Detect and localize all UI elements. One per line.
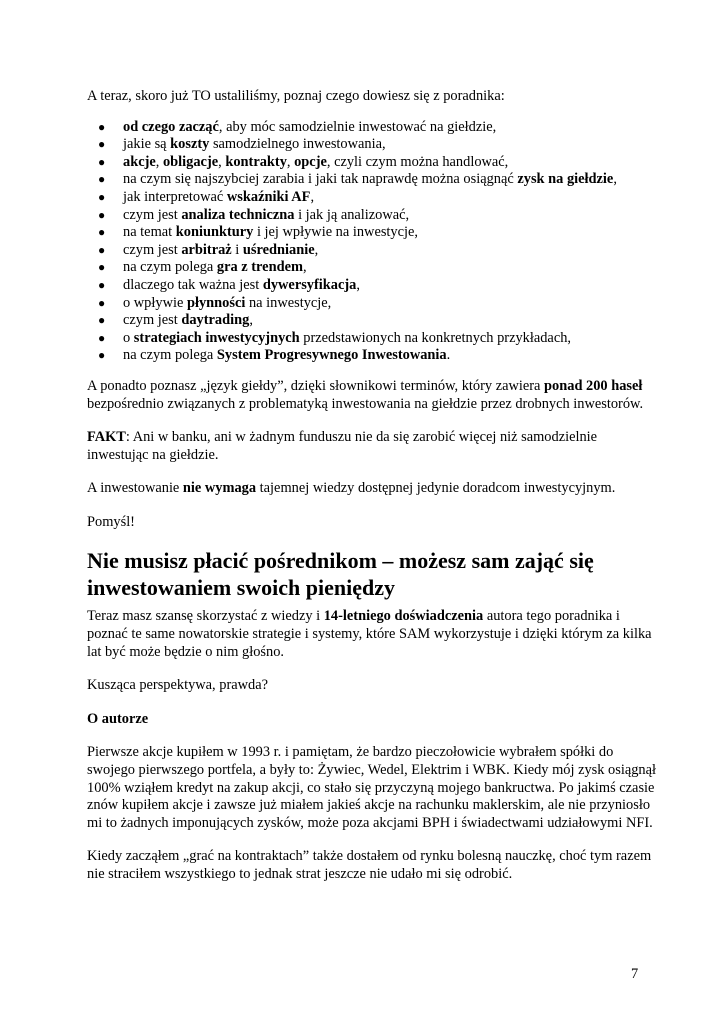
paragraph <box>87 848 657 883</box>
text-run: o <box>123 329 134 346</box>
bold-text: daytrading <box>181 312 250 329</box>
list-item <box>87 277 657 295</box>
text-run: , <box>155 153 163 170</box>
bullet-icon: ● <box>98 295 106 310</box>
about-author-heading: O autorze <box>87 710 149 727</box>
offer-section <box>87 608 657 694</box>
paragraph <box>87 744 657 832</box>
bold-text: gra z trendem <box>216 259 303 276</box>
text-run: samodzielnego inwestowania, <box>209 136 386 153</box>
text-run: tajemnej wiedzy dostępnej jedynie doradcom inwestycyjnym. <box>256 480 616 497</box>
text-run: czym jest <box>123 206 182 223</box>
paragraph <box>87 378 657 413</box>
bold-text: obligacje <box>162 153 219 170</box>
text-run: i jak ją analizować, <box>294 206 410 223</box>
bullet-icon: ● <box>98 119 106 134</box>
paragraph <box>87 608 657 661</box>
text-run: Pierwsze akcje kupiłem w 1993 r. i pamiętam, że bardzo pieczołowicie wybrałem spółki do swojego pierwszego portfela, a były to: Żywiec, Wedel, Elektrim i WBK. Kiedy mój zysk osiągnął 100% wziąłem kredyt na zakup akcji, co stało się przyczyną mojego bankructwa. Po jakimś czasie znów kupiłem akcje i zawsze już miałem jakieś akcje na rachunku maklerskim, ale nie przyniosło mi to żadnych imponujących zysków, może poza akcjami BPH i świadectwami udziałowymi NFI. <box>87 744 657 831</box>
list-item <box>87 189 657 207</box>
text-run: Kusząca perspektywa, prawda? <box>87 677 268 694</box>
list-item <box>87 312 657 330</box>
text-run: dlaczego tak ważna jest <box>123 276 263 293</box>
intro-paragraph: A teraz, skoro już TO ustaliliśmy, poznaj czego dowiesz się z poradnika: <box>87 88 505 104</box>
bold-text: ponad 200 haseł <box>544 377 643 394</box>
text-run: na czym polega <box>123 347 217 364</box>
text-run: A ponadto poznasz „język giełdy”, dzięki słownikowi terminów, który zawiera <box>87 377 545 394</box>
bold-text: arbitraż <box>181 241 232 258</box>
text-run: na temat <box>123 224 176 241</box>
text-run: , <box>218 153 226 170</box>
bold-text: opcje <box>294 153 327 170</box>
paragraph <box>87 514 657 532</box>
text-run: autora tego poradnika i poznać te same nowatorskie strategie i systemy, które SAM wykorzystuje i dzięki którym za kilka lat być może będzie o nim głośno. <box>87 608 652 660</box>
text-run: na inwestycje, <box>245 294 332 311</box>
text-run: Pomyśl! <box>87 513 135 530</box>
list-item <box>87 347 657 365</box>
bold-text: od czego zacząć <box>123 118 219 135</box>
bold-text: 14-letniego doświadczenia <box>323 608 484 625</box>
bold-text: akcje <box>123 153 156 170</box>
list-item <box>87 171 657 189</box>
topics-list <box>87 119 657 365</box>
bold-text: strategiach inwestycyjnych <box>133 329 300 346</box>
text-run: czym jest <box>123 241 182 258</box>
text-run: Teraz masz szansę skorzystać z wiedzy i <box>87 608 324 625</box>
bold-text: wskaźniki AF <box>226 188 311 205</box>
text-run: przedstawionych na konkretnych przykładach, <box>299 329 571 346</box>
text-run: A inwestowanie <box>87 480 183 497</box>
list-item <box>87 154 657 172</box>
bullet-icon: ● <box>98 242 106 257</box>
paragraph <box>87 429 657 464</box>
bold-text: FAKT <box>87 429 126 446</box>
list-item <box>87 295 657 313</box>
text-run: czym jest <box>123 312 182 329</box>
text-run: , <box>302 259 307 276</box>
bullet-icon: ● <box>98 348 106 363</box>
text-run: Kiedy zacząłem „grać na kontraktach” także dostałem od rynku bolesną nauczkę, choć tym razem nie straciłem wszystkiego to jednak strat jeszcze nie udało mi się odrobić. <box>87 848 652 882</box>
about-author-section <box>87 744 657 883</box>
bullet-icon: ● <box>98 313 106 328</box>
bold-text: System Progresywnego Inwestowania <box>216 347 447 364</box>
text-run: , <box>249 312 253 329</box>
text-run: i jej wpływie na inwestycje, <box>253 224 418 241</box>
list-item <box>87 242 657 260</box>
list-item <box>87 224 657 242</box>
text-run: , <box>286 153 295 170</box>
text-run: , <box>310 188 315 205</box>
summary-section <box>87 378 657 532</box>
bullet-icon: ● <box>98 330 106 345</box>
text-run: jakie są <box>123 136 171 153</box>
bold-text: analiza techniczna <box>181 206 295 223</box>
list-item <box>87 119 657 137</box>
paragraph <box>87 677 657 695</box>
bullet-icon: ● <box>98 137 106 152</box>
bold-text: zysk na giełdzie <box>517 171 614 188</box>
list-item <box>87 259 657 277</box>
list-item <box>87 207 657 225</box>
text-run: , czyli czym można handlować, <box>326 153 509 170</box>
bullet-icon: ● <box>98 189 106 204</box>
bold-text: koszty <box>170 136 210 153</box>
text-run: , <box>613 171 617 188</box>
bold-text: nie wymaga <box>182 480 257 497</box>
bullet-icon: ● <box>98 172 106 187</box>
bullet-icon: ● <box>98 225 106 240</box>
document-page <box>87 88 657 900</box>
text-run: bezpośrednio związanych z problematyką inwestowania na giełdzie przez drobnych inwestorów. <box>87 395 644 412</box>
text-run: , <box>314 241 319 258</box>
section-heading: Nie musisz płacić pośrednikom – możesz sam zająć się inwestowaniem swoich pieniędzy <box>87 548 594 601</box>
paragraph <box>87 480 657 498</box>
text-run: o wpływie <box>123 294 187 311</box>
bold-text: uśrednianie <box>242 241 315 258</box>
page-number: 7 <box>631 966 639 982</box>
text-run: : Ani w banku, ani w żadnym funduszu nie da się zarobić więcej niż samodzielnie inwestując na giełdzie. <box>87 429 598 463</box>
bold-text: płynności <box>186 294 246 311</box>
text-run: jak interpretować <box>123 188 227 205</box>
bold-text: koniunktury <box>175 224 254 241</box>
bullet-icon: ● <box>98 154 106 169</box>
text-run: . <box>446 347 451 364</box>
text-run: , <box>356 276 360 293</box>
bold-text: dywersyfikacja <box>262 276 357 293</box>
text-run: na czym się najszybciej zarabia i jaki tak naprawdę można osiągnąć <box>123 171 518 188</box>
text-run: na czym polega <box>123 259 217 276</box>
bold-text: kontrakty <box>225 153 287 170</box>
text-run: i <box>231 241 243 258</box>
list-item <box>87 330 657 348</box>
list-item <box>87 136 657 154</box>
text-run: , aby móc samodzielnie inwestować na giełdzie, <box>218 118 497 135</box>
bullet-icon: ● <box>98 277 106 292</box>
bullet-icon: ● <box>98 260 106 275</box>
bullet-icon: ● <box>98 207 106 222</box>
